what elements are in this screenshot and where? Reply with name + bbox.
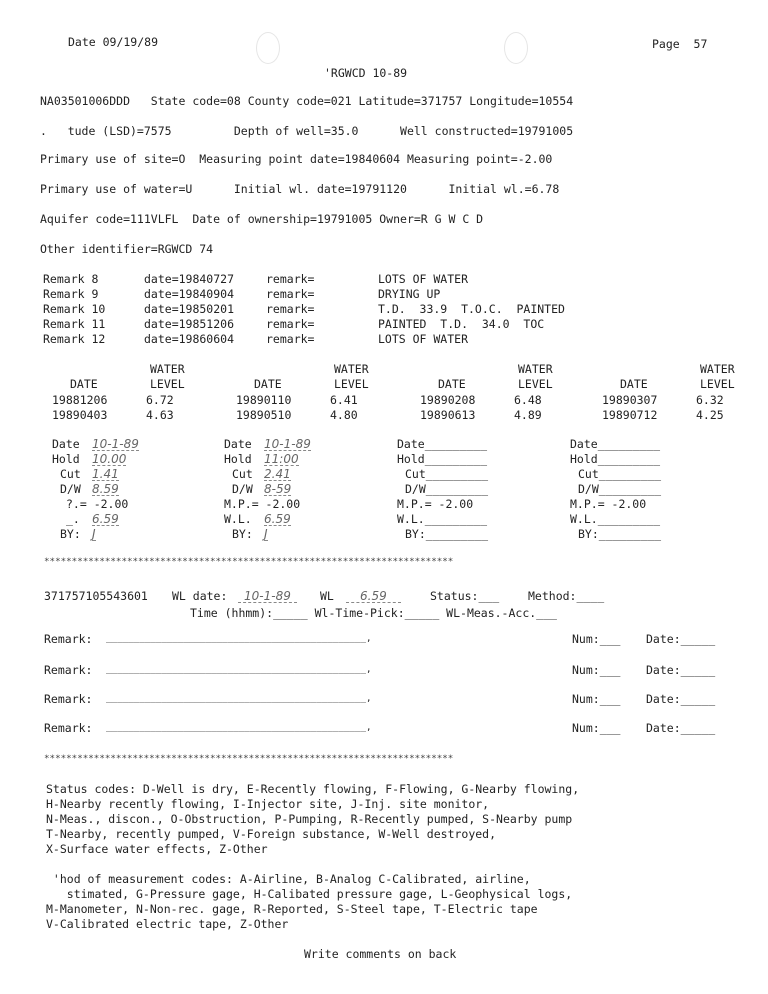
status-codes-line: H-Nearby recently flowing, I-Injector site, J-Inj. site monitor, bbox=[46, 797, 490, 811]
method-codes-line: V-Calibrated electric tape, Z-Other bbox=[46, 917, 289, 931]
hold-label: Hold bbox=[224, 452, 252, 466]
header-date: DATE bbox=[438, 377, 466, 391]
header-date: DATE bbox=[254, 377, 282, 391]
measurement-card bbox=[397, 437, 562, 547]
status-codes-line: X-Surface water effects, Z-Other bbox=[46, 842, 268, 856]
wl-level: 4.89 bbox=[514, 408, 542, 422]
cut-field[interactable]: _________ bbox=[425, 467, 489, 481]
status-field[interactable]: Status:___ bbox=[430, 589, 500, 603]
wl-date-value[interactable]: 10-1-89 bbox=[238, 590, 297, 603]
wl-level: 4.63 bbox=[146, 408, 174, 422]
header-level: LEVEL bbox=[150, 377, 185, 391]
mp-label: M.P.= -2.00 bbox=[570, 497, 647, 511]
dw-label: D/W bbox=[578, 482, 599, 496]
date-value[interactable]: 10-1-89 bbox=[92, 437, 139, 451]
by-label: BY: bbox=[405, 527, 426, 541]
remark-line-label: Remark: bbox=[44, 721, 93, 735]
remark-date: date=19851206 bbox=[144, 317, 235, 331]
wl-date: 19890110 bbox=[236, 393, 292, 407]
remark-key: remark= bbox=[266, 287, 315, 301]
site-info-line: Aquifer code=111VLFL Date of ownership=19791005 Owner=R G W C D bbox=[40, 212, 484, 226]
wl-value[interactable]: 6.59 bbox=[92, 512, 119, 526]
by-field[interactable]: _________ bbox=[598, 527, 662, 541]
wl-level: 6.48 bbox=[514, 393, 542, 407]
header-water: WATER bbox=[334, 362, 369, 376]
measurement-card bbox=[224, 437, 389, 547]
wl-level: 6.72 bbox=[146, 393, 174, 407]
wl-label: W.L. bbox=[224, 512, 252, 526]
dw-value[interactable]: 8.59 bbox=[92, 482, 119, 496]
wl-date: 19890712 bbox=[602, 408, 658, 422]
remark-key: remark= bbox=[266, 302, 315, 316]
date-label: Date bbox=[52, 437, 80, 451]
site-id: 371757105543601 bbox=[44, 589, 148, 603]
remark-line-label: Remark: bbox=[44, 632, 93, 646]
date-field[interactable]: _________ bbox=[424, 437, 488, 451]
wl-date: 19890208 bbox=[420, 393, 476, 407]
mp-label: M.P.= -2.00 bbox=[224, 497, 301, 511]
signature: J bbox=[92, 527, 96, 541]
num-field[interactable]: Num:___ bbox=[572, 692, 621, 706]
dw-field[interactable]: _________ bbox=[425, 482, 489, 496]
header-level: LEVEL bbox=[334, 377, 369, 391]
wl-date: 19890307 bbox=[602, 393, 658, 407]
date-field[interactable]: Date:_____ bbox=[646, 663, 716, 677]
wl-label: _. bbox=[66, 512, 80, 526]
wl-level: 6.32 bbox=[696, 393, 724, 407]
site-info-line: . tude (LSD)=7575 Depth of well=35.0 Well constructed=19791005 bbox=[40, 124, 574, 138]
remark-text: PAINTED T.D. 34.0 TOC bbox=[378, 317, 545, 331]
wl-label: WL bbox=[320, 589, 334, 603]
hold-label: Hold bbox=[52, 452, 80, 466]
num-field[interactable]: Num:___ bbox=[572, 663, 621, 677]
remark-label: Remark 8 bbox=[43, 272, 106, 286]
wl-value[interactable]: 6.59 bbox=[264, 512, 291, 526]
hold-field[interactable]: _________ bbox=[424, 452, 488, 466]
print-date: Date 09/19/89 bbox=[68, 35, 159, 49]
date-field[interactable]: _________ bbox=[597, 437, 661, 451]
remark-line-field[interactable]: _______________________________________________, bbox=[106, 693, 372, 704]
by-field[interactable]: _________ bbox=[425, 527, 489, 541]
remark-text: LOTS OF WATER bbox=[378, 272, 469, 286]
remark-key: remark= bbox=[266, 332, 315, 346]
method-codes-line: stimated, G-Pressure gage, H-Calibated pressure gage, L-Geophysical logs, bbox=[46, 887, 573, 901]
remark-text: T.D. 33.9 T.O.C. PAINTED bbox=[378, 302, 565, 316]
status-codes-line: Status codes: D-Well is dry, E-Recently flowing, F-Flowing, G-Nearby flowing, bbox=[46, 782, 580, 796]
wl-label: W.L. bbox=[570, 512, 598, 526]
measurement-card bbox=[52, 437, 217, 547]
dw-label: D/W bbox=[405, 482, 426, 496]
remark-line-field[interactable]: _______________________________________________, bbox=[106, 722, 372, 733]
site-info-line: Primary use of water=U Initial wl. date=19791120 Initial wl.=6.78 bbox=[40, 182, 560, 196]
date-label: Date bbox=[397, 437, 425, 451]
remark-text: LOTS OF WATER bbox=[378, 332, 469, 346]
wl-date-label: WL date: bbox=[172, 589, 228, 603]
header-date: DATE bbox=[70, 377, 98, 391]
remark-label: Remark 10 bbox=[43, 302, 106, 316]
site-info-line: Primary use of site=O Measuring point date=19840604 Measuring point=-2.00 bbox=[40, 152, 553, 166]
mp-label: M.P.= -2.00 bbox=[397, 497, 474, 511]
remark-key: remark= bbox=[266, 272, 315, 286]
num-field[interactable]: Num:___ bbox=[572, 632, 621, 646]
remark-date: date=19860604 bbox=[144, 332, 235, 346]
remark-key: remark= bbox=[266, 317, 315, 331]
date-label: Date bbox=[224, 437, 252, 451]
cut-value[interactable]: 1.41 bbox=[92, 467, 119, 481]
time-fields[interactable]: Time (hhmm):_____ Wl-Time-Pick:_____ WL-Meas.-Acc.___ bbox=[190, 606, 557, 620]
hold-label: Hold bbox=[570, 452, 598, 466]
dw-value[interactable]: 8-59 bbox=[264, 482, 292, 496]
header-water: WATER bbox=[518, 362, 553, 376]
num-field[interactable]: Num:___ bbox=[572, 721, 621, 735]
header-level: LEVEL bbox=[518, 377, 553, 391]
header-date: DATE bbox=[620, 377, 648, 391]
remark-line-label: Remark: bbox=[44, 663, 93, 677]
header-water: WATER bbox=[700, 362, 735, 376]
wl-field[interactable]: _________ bbox=[424, 512, 488, 526]
remark-text: DRYING UP bbox=[378, 287, 441, 301]
remark-line-label: Remark: bbox=[44, 692, 93, 706]
date-field[interactable]: Date:_____ bbox=[646, 692, 716, 706]
wl-date: 19890403 bbox=[52, 408, 108, 422]
wl-field[interactable]: _________ bbox=[597, 512, 661, 526]
mp-label: ?.= -2.00 bbox=[66, 497, 129, 511]
wl-level: 6.41 bbox=[330, 393, 358, 407]
remark-date: date=19850201 bbox=[144, 302, 235, 316]
wl-value[interactable]: 6.59 bbox=[346, 590, 401, 603]
signature: J bbox=[264, 527, 268, 541]
remark-line-field[interactable]: _______________________________________________, bbox=[106, 664, 372, 675]
header-water: WATER bbox=[150, 362, 185, 376]
dw-label: D/W bbox=[60, 482, 81, 496]
date-field[interactable]: Date:_____ bbox=[646, 721, 716, 735]
remark-date: date=19840727 bbox=[144, 272, 235, 286]
wl-level: 4.80 bbox=[330, 408, 358, 422]
remark-line-field[interactable]: _______________________________________________, bbox=[106, 633, 372, 644]
by-label: BY: bbox=[578, 527, 599, 541]
wl-date: 19890510 bbox=[236, 408, 292, 422]
separator: ************************************************************************** bbox=[44, 753, 454, 764]
cut-value[interactable]: 2.41 bbox=[264, 467, 291, 481]
cut-label: Cut bbox=[60, 467, 81, 481]
wl-level: 4.25 bbox=[696, 408, 724, 422]
wl-date: 19890613 bbox=[420, 408, 476, 422]
footer-note: Write comments on back bbox=[304, 947, 457, 961]
method-codes-line: M-Manometer, N-Non-rec. gage, R-Reported, S-Steel tape, T-Electric tape bbox=[46, 902, 538, 916]
method-codes-line: 'hod of measurement codes: A-Airline, B-Analog C-Calibrated, airline, bbox=[46, 872, 531, 886]
header-level: LEVEL bbox=[700, 377, 735, 391]
punch-hole bbox=[256, 32, 280, 64]
punch-hole bbox=[504, 32, 528, 64]
cut-label: Cut bbox=[232, 467, 253, 481]
by-label: BY: bbox=[232, 527, 253, 541]
remark-label: Remark 9 bbox=[43, 287, 106, 301]
site-info-line: Other identifier=RGWCD 74 bbox=[40, 242, 214, 256]
site-info-line: NA03501006DDD State code=08 County code=021 Latitude=371757 Longitude=10554 bbox=[40, 94, 574, 108]
wl-label: W.L. bbox=[397, 512, 425, 526]
dw-field[interactable]: _________ bbox=[598, 482, 662, 496]
remark-label: Remark 12 bbox=[43, 332, 106, 346]
wl-date: 19881206 bbox=[52, 393, 108, 407]
separator: ************************************************************************** bbox=[44, 556, 454, 567]
by-label: BY: bbox=[60, 527, 81, 541]
document-title: 'RGWCD 10-89 bbox=[324, 66, 408, 80]
hold-value[interactable]: 11:00 bbox=[264, 452, 299, 466]
date-value[interactable]: 10-1-89 bbox=[264, 437, 311, 451]
hold-field[interactable]: _________ bbox=[597, 452, 661, 466]
status-codes-line: T-Nearby, recently pumped, V-Foreign substance, W-Well destroyed, bbox=[46, 827, 497, 841]
remark-date: date=19840904 bbox=[144, 287, 235, 301]
remark-label: Remark 11 bbox=[43, 317, 106, 331]
page-number: Page 57 bbox=[652, 37, 708, 51]
dw-label: D/W bbox=[232, 482, 253, 496]
measurement-card bbox=[570, 437, 735, 547]
hold-value[interactable]: 10.00 bbox=[92, 452, 127, 466]
cut-label: Cut bbox=[405, 467, 426, 481]
date-field[interactable]: Date:_____ bbox=[646, 632, 716, 646]
hold-label: Hold bbox=[397, 452, 425, 466]
cut-field[interactable]: _________ bbox=[598, 467, 662, 481]
cut-label: Cut bbox=[578, 467, 599, 481]
status-codes-line: N-Meas., discon., O-Obstruction, P-Pumping, R-Recently pumped, S-Nearby pump bbox=[46, 812, 573, 826]
method-field[interactable]: Method:____ bbox=[528, 589, 605, 603]
date-label: Date bbox=[570, 437, 598, 451]
